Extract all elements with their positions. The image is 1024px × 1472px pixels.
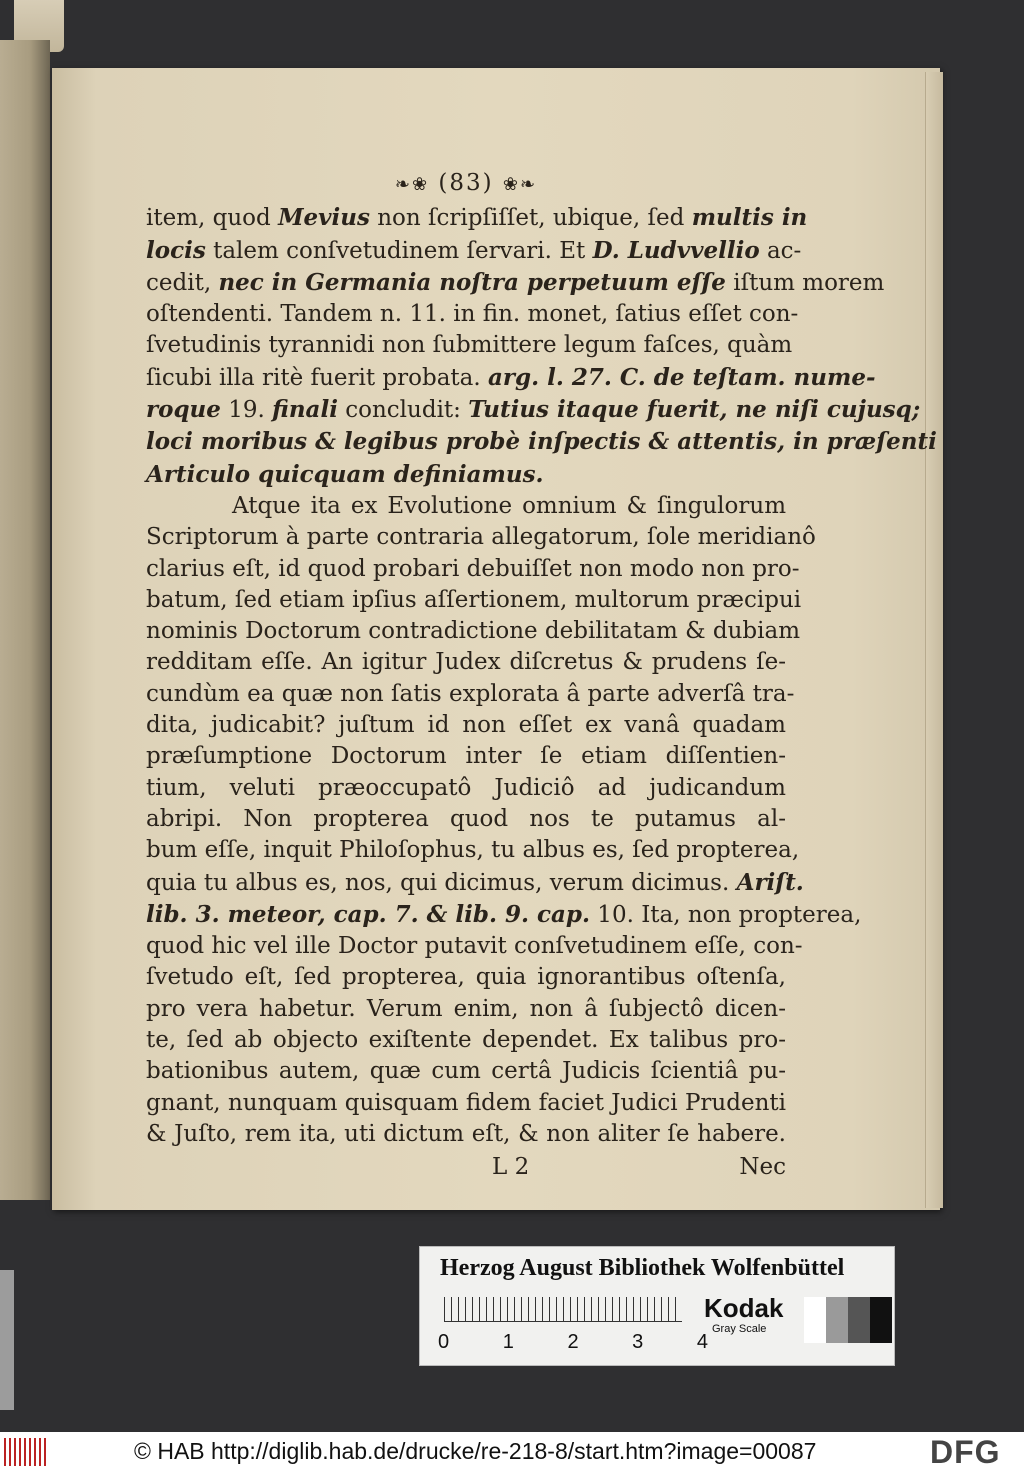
italic-run: Mevius <box>278 204 370 232</box>
text-run: batum, ſed etiam ipſius aſſertionem, multorum præcipui <box>146 586 802 613</box>
text-run: ſicubi illa ritè fuerit probata. <box>146 364 488 391</box>
text-run: bum eſſe, inquit Philoſophus, tu albus es, ſed propterea, <box>146 837 800 864</box>
page-footer-line <box>146 1152 786 1183</box>
text-line <box>146 491 786 522</box>
text-line <box>146 1056 786 1087</box>
text-line <box>146 835 800 866</box>
text-line <box>146 1119 786 1150</box>
text-line <box>146 962 786 993</box>
italic-run: D. Ludvvellio <box>592 236 760 264</box>
text-run: ſvetudo eſt, ſed propterea, quia ignorantibus oſtenſa, <box>146 964 786 991</box>
italic-run: locis <box>146 236 206 264</box>
text-line <box>146 616 801 647</box>
gray-swatch <box>804 1297 826 1343</box>
italic-run: finali <box>272 396 338 424</box>
text-run: præſumptione Doctorum inter ſe etiam diſſentien- <box>146 743 786 770</box>
text-run: te, ſed ab objecto exiſtente dependet. Ex talibus pro- <box>146 1027 786 1054</box>
text-run: ac- <box>759 237 802 264</box>
text-line <box>146 804 786 835</box>
catchword: Nec <box>739 1154 786 1181</box>
text-line <box>146 741 786 772</box>
text-run: Scriptorum à parte contraria allegatorum, ſole meridianô <box>146 524 816 551</box>
text-line <box>146 299 799 330</box>
text-run: cundùm ea quæ non ſatis explorata â parte adverſâ tra- <box>146 680 795 707</box>
text-line <box>146 362 876 394</box>
ruler-number: 1 <box>502 1331 514 1353</box>
text-run: redditam eſſe. An igitur Judex diſcretus & prudens ſe- <box>146 649 786 676</box>
text-run: 19. <box>220 397 273 424</box>
page-number: (83) <box>438 170 494 196</box>
text-run: quod hic vel ille Doctor putavit conſvetudinem eſſe, con- <box>146 933 803 960</box>
text-run: abripi. Non propterea quod nos te putamus al- <box>146 805 786 832</box>
footer-bar <box>0 1432 1024 1472</box>
text-run: quia tu albus es, nos, qui dicimus, verum dicimus. <box>146 869 737 896</box>
text-line <box>146 585 802 616</box>
text-line <box>146 267 885 299</box>
text-line <box>146 330 793 361</box>
text-run: ſvetudinis tyrannidi non ſubmittere legum faſces, quàm <box>146 332 793 359</box>
text-run: dita, judicabit? juſtum id non eſſet ex vanâ quadam <box>146 712 786 739</box>
gray-scale-label: Gray Scale <box>712 1323 767 1335</box>
text-run: bationibus autem, quæ cum certâ Judicis ſcientiâ pu- <box>146 1058 786 1085</box>
library-name: Herzog August Bibliothek Wolfenbüttel <box>440 1255 845 1281</box>
text-line <box>146 899 862 931</box>
text-line <box>146 679 795 710</box>
text-line <box>146 459 786 491</box>
gray-swatch <box>826 1297 848 1343</box>
text-run: tium, veluti præoccupatô Judiciô ad judicandum <box>146 774 786 801</box>
dfg-logo: DFG <box>930 1434 1001 1470</box>
text-run: talem conſvetudinem ſervari. Et <box>205 237 593 264</box>
text-lines <box>146 202 937 1150</box>
text-line <box>146 522 816 553</box>
italic-run: Tutius itaque fuerit, ne niſi cujusq; <box>468 396 921 424</box>
text-run: 10. Ita, non propterea, <box>590 901 862 928</box>
library-label <box>419 1246 895 1366</box>
ruler-scale <box>444 1297 682 1322</box>
facing-page-strip <box>0 1270 14 1410</box>
italic-run: lib. 3. meteor, cap. 7. & lib. 9. cap. <box>146 900 590 928</box>
italic-run: roque <box>146 396 221 424</box>
text-run: pro vera habetur. Verum enim, non â ſubjectô dicen- <box>146 995 786 1022</box>
text-line <box>146 202 808 234</box>
signature-mark: L 2 <box>492 1154 530 1181</box>
ruler-number: 0 <box>438 1331 450 1353</box>
text-line <box>146 773 786 804</box>
ruler-numbers <box>438 1331 708 1354</box>
italic-run: Articulo quicquam definiamus. <box>146 460 544 488</box>
text-line <box>146 647 786 678</box>
text-run: iſtum morem <box>725 269 885 296</box>
italic-run: Ariſt. <box>736 868 804 896</box>
page-header <box>146 168 786 200</box>
ruler-number: 2 <box>567 1331 579 1353</box>
facing-page-edge <box>0 40 50 1200</box>
hab-logo-icon <box>4 1438 48 1466</box>
text-run: non ſcripſiſſet, ubique, ſed <box>369 205 692 232</box>
ornament-right-icon: ❀❧ <box>502 174 538 195</box>
text-run: item, quod <box>146 205 279 232</box>
text-run: nominis Doctorum contradictione debilitatam & dubiam <box>146 618 801 645</box>
italic-run: loci moribus & legibus probè inſpectis & attentis, in præſenti <box>146 428 937 456</box>
kodak-brand: Kodak <box>704 1293 784 1323</box>
text-run: Atque ita ex Evolutione omnium & ſingulorum <box>232 492 786 519</box>
italic-run: multis in <box>691 204 808 232</box>
text-run: clarius eſt, id quod probari debuiſſet non modo non pro- <box>146 555 800 582</box>
page-text <box>146 168 937 1184</box>
text-line <box>146 394 921 426</box>
text-run: & Juſto, rem ita, uti dictum eſt, & non aliter ſe habere. <box>146 1120 786 1147</box>
text-run: oſtendenti. Tandem n. 11. in fin. monet, ſatius eſſet con- <box>146 301 799 328</box>
text-line <box>146 710 786 741</box>
gray-swatch <box>848 1297 870 1343</box>
text-line <box>146 235 802 267</box>
text-line <box>146 931 803 962</box>
text-run: gnant, nunquam quisquam fidem faciet Judici Prudenti <box>146 1089 786 1116</box>
text-line <box>146 867 804 899</box>
italic-run: arg. l. 27. C. de teſtam. nume- <box>487 363 876 391</box>
ruler-number: 4 <box>696 1331 708 1353</box>
ornament-left-icon: ❧❀ <box>394 174 430 195</box>
text-run: cedit, <box>146 269 219 296</box>
ruler-number: 3 <box>632 1331 644 1353</box>
credit-link[interactable]: © HAB http://diglib.hab.de/drucke/re-218-8/start.htm?image=00087 <box>134 1438 817 1464</box>
text-line <box>146 426 937 458</box>
text-line <box>146 1025 786 1056</box>
text-line <box>146 554 800 585</box>
gray-swatch <box>870 1297 892 1343</box>
text-line <box>146 1088 786 1119</box>
page-edge <box>925 72 943 1208</box>
italic-run: nec in Germania noſtra perpetuum eſſe <box>218 268 726 296</box>
text-run: concludit: <box>337 397 469 424</box>
text-line <box>146 994 786 1025</box>
